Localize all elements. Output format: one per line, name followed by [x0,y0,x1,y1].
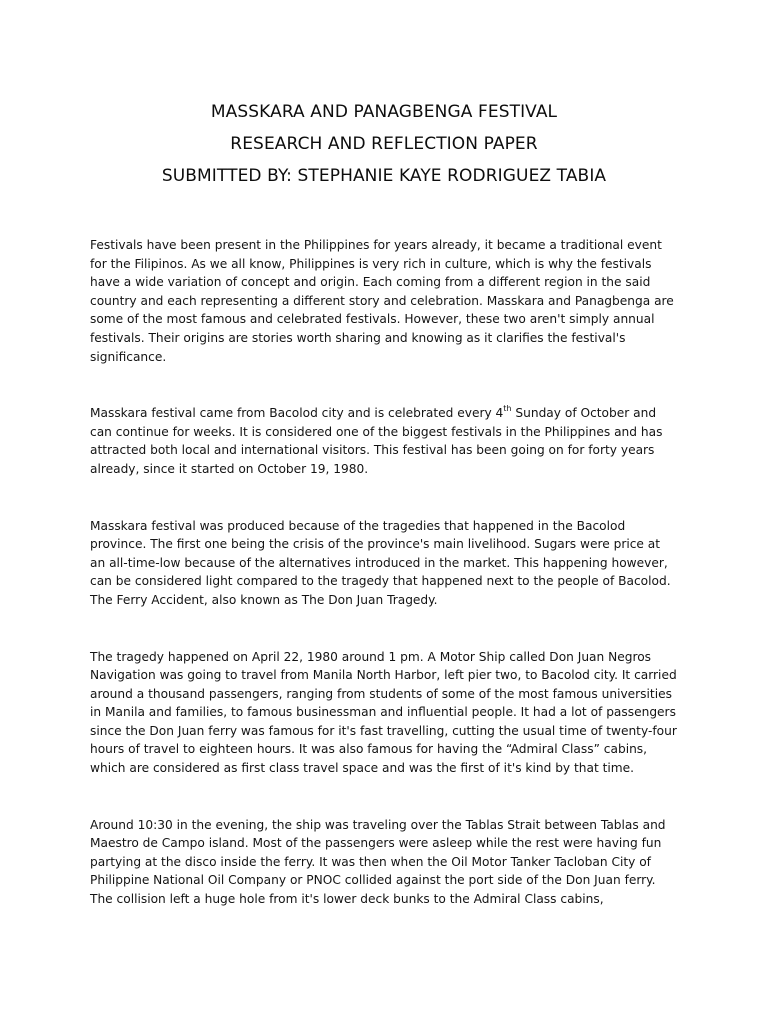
paragraph-intro: Festivals have been present in the Philippines for years already, it became a traditional event for the Filipinos. As we all know, Philippines is very rich in culture, which is why the festivals have a wide variation of concept and origin. Each coming from a different region in the said country and each representing a different story and celebration. Masskara and Panagbenga are some of the most famous and celebrated festivals. However, these two aren't simply annual festivals. Their origins are stories worth sharing and knowing as it clarifies the festival's significance. [90,238,674,364]
title-line-1: MASSKARA AND PANAGBENGA FESTIVAL [210,102,558,122]
title-block [90,96,678,192]
paragraph-masskara-origin [90,404,678,478]
paragraph-tragedies: Masskara festival was produced because of the tragedies that happened in the Bacolod province. The first one being the crisis of the province's main livelihood. Sugars were price at an all-time-low because of the alternatives introduced in the market. This happening however, can be considered light compared to the tragedy that happened next to the people of Bacolod. The Ferry Accident, also known as The Don Juan Tragedy. [90,518,671,607]
paragraph-text: Masskara festival came from Bacolod city and is celebrated every 4 [90,406,504,421]
paragraph-text: Sunday of October and can continue for weeks. It is considered one of the biggest festivals in the Philippines and has attracted both local and international visitors. This festival has been going on for forty years already, since it started on October 19, 1980. [90,406,663,476]
title-line-3: SUBMITTED BY: STEPHANIE KAYE RODRIGUEZ TABIA [161,166,607,186]
title-line-2: RESEARCH AND REFLECTION PAPER [230,134,538,154]
ordinal-superscript: th [503,404,512,414]
paragraph-don-juan-tragedy: The tragedy happened on April 22, 1980 around 1 pm. A Motor Ship called Don Juan Negros Navigation was going to travel from Manila North Harbor, left pier two, to Bacolod city. It carried around a thousand passengers, ranging from students of some of the most famous universities in Manila and families, to famous businessman and influential people. It had a lot of passengers since the Don Juan ferry was famous for it's fast travelling, cutting the usual time of twenty-four hours of travel to eighteen hours. It was also famous for having the “Admiral Class” cabins, which are considered as first class travel space and was the first of it's kind by that time. [90,649,677,776]
paragraph-collision: Around 10:30 in the evening, the ship was traveling over the Tablas Strait between Tablas and Maestro de Campo island. Most of the passengers were asleep while the rest were having fun partying at the disco inside the ferry. It was then when the Oil Motor Tanker Tacloban City of Philippine National Oil Company or PNOC collided against the port side of the Don Juan ferry. The collision left a huge hole from it's lower deck bunks to the Admiral Class cabins, [90,817,666,907]
